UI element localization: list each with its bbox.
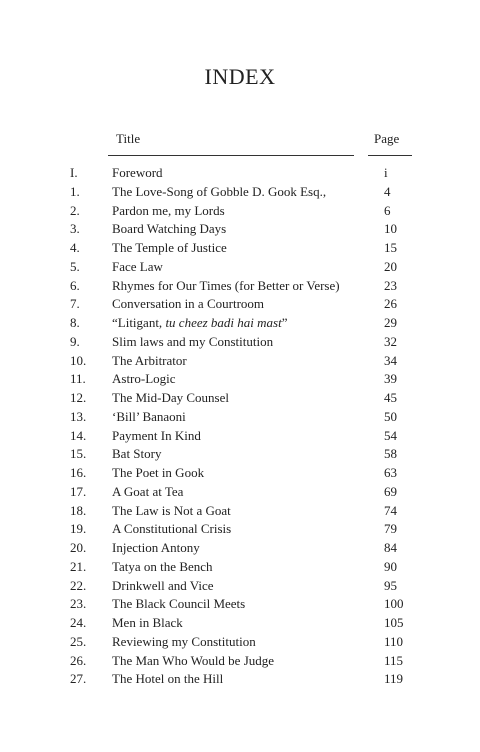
entry-title-prefix: “Litigant, xyxy=(112,315,166,330)
entry-title: Reviewing my Constitution xyxy=(112,633,256,649)
index-entry xyxy=(0,183,480,202)
index-entry xyxy=(0,539,480,558)
entry-title: Men in Black xyxy=(112,615,183,630)
entry-number: 26. xyxy=(70,652,87,668)
entry-title-suffix: ” xyxy=(281,315,288,330)
index-entry xyxy=(0,389,480,408)
entry-page: 45 xyxy=(384,390,397,405)
index-entry xyxy=(0,314,480,333)
index-entry xyxy=(0,633,480,652)
entry-page: 26 xyxy=(384,296,397,312)
index-entry xyxy=(0,352,480,371)
entry-page: 84 xyxy=(384,540,397,555)
entry-title: The Hotel on the Hill xyxy=(112,671,224,687)
index-entry xyxy=(0,595,480,614)
entry-title: Tatya on the Bench xyxy=(112,558,213,574)
entry-title: The Law is Not a Goat xyxy=(112,502,231,518)
entry-number: 12. xyxy=(70,390,87,405)
entry-number: I. xyxy=(70,165,78,180)
entry-page: 110 xyxy=(384,633,404,649)
entry-title: Payment In Kind xyxy=(112,427,201,443)
entry-title: The Black Council Meets xyxy=(112,596,246,612)
index-entry xyxy=(0,370,480,389)
entry-number: 5. xyxy=(70,258,80,274)
entry-page: 39 xyxy=(384,371,397,387)
entry-page: 23 xyxy=(384,277,397,293)
entry-title: A Goat at Tea xyxy=(112,483,184,499)
page-title: INDEX xyxy=(204,64,276,89)
index-entry xyxy=(0,614,480,633)
entry-number: 16. xyxy=(70,465,87,480)
entry-number: 14. xyxy=(70,427,87,443)
entry-page: i xyxy=(384,165,388,180)
entry-number: 7. xyxy=(70,296,80,312)
entry-number: 25. xyxy=(70,633,87,649)
entry-number: 17. xyxy=(70,483,87,499)
entry-number: 23. xyxy=(70,596,87,612)
entry-number: 21. xyxy=(70,558,87,574)
entry-number: 9. xyxy=(70,333,80,349)
entry-title: Board Watching Days xyxy=(112,221,227,237)
index-entry xyxy=(0,445,480,464)
entry-number: 3. xyxy=(70,221,80,237)
entry-number: 15. xyxy=(70,446,87,462)
entry-title: Face Law xyxy=(112,258,163,274)
entry-page: 74 xyxy=(384,502,397,518)
entry-title: The Arbitrator xyxy=(112,352,187,368)
entry-title: Bat Story xyxy=(112,446,162,462)
entry-number: 8. xyxy=(70,315,80,330)
column-header-title: Title xyxy=(116,131,141,146)
entry-page: 6 xyxy=(384,202,391,218)
entry-page: 115 xyxy=(384,652,404,668)
entry-number: 27. xyxy=(70,671,87,687)
entry-number: 18. xyxy=(70,502,87,518)
index-entry xyxy=(0,258,480,277)
index-entry xyxy=(0,220,480,239)
index-entry xyxy=(0,464,480,483)
title-column-rule xyxy=(108,155,354,156)
entry-page: 15 xyxy=(384,240,397,255)
entry-number: 19. xyxy=(70,521,87,537)
index-entry xyxy=(0,520,480,539)
entry-page: 34 xyxy=(384,352,397,368)
index-entry xyxy=(0,408,480,427)
entry-page: 100 xyxy=(384,596,404,612)
entry-page: 54 xyxy=(384,427,397,443)
entry-page: 50 xyxy=(384,408,397,424)
entry-title: The Man Who Would be Judge xyxy=(112,652,275,668)
index-entry xyxy=(0,277,480,296)
entry-title-italic: tu cheez badi hai mast xyxy=(165,315,282,330)
entry-number: 22. xyxy=(70,577,87,593)
index-entry xyxy=(0,239,480,258)
entry-number: 10. xyxy=(70,352,87,368)
index-entry xyxy=(0,164,480,183)
entry-title: A Constitutional Crisis xyxy=(112,521,232,537)
entry-page: 10 xyxy=(384,221,397,237)
entry-number: 6. xyxy=(70,277,80,293)
index-entry xyxy=(0,670,480,689)
entry-title: Conversation in a Courtroom xyxy=(112,296,265,312)
entry-title: Injection Antony xyxy=(112,540,200,555)
entry-title: Astro-Logic xyxy=(112,371,176,387)
entry-title: Pardon me, my Lords xyxy=(112,202,225,218)
entry-title: The Love-Song of Gobble D. Gook Esq., xyxy=(112,183,327,199)
entry-page: 95 xyxy=(384,577,397,593)
entry-number: 20. xyxy=(70,540,87,555)
entry-title: ‘Bill’ Banaoni xyxy=(112,408,186,424)
entry-title: Foreword xyxy=(112,165,163,180)
entry-title: Drinkwell and Vice xyxy=(112,577,214,593)
entry-page: 69 xyxy=(384,483,397,499)
index-entry xyxy=(0,652,480,671)
entry-number: 4. xyxy=(70,240,80,255)
entry-page: 119 xyxy=(384,671,404,687)
entry-page: 58 xyxy=(384,446,397,462)
entry-number: 1. xyxy=(70,183,80,199)
entry-page: 90 xyxy=(384,558,397,574)
index-entry xyxy=(0,502,480,521)
entry-page: 32 xyxy=(384,333,397,349)
entry-title: Slim laws and my Constitution xyxy=(112,333,274,349)
entry-number: 24. xyxy=(70,615,87,630)
entry-title: The Temple of Justice xyxy=(112,240,227,255)
entry-page: 79 xyxy=(384,521,397,537)
entry-title xyxy=(112,314,287,333)
entry-page: 20 xyxy=(384,258,397,274)
index-entry xyxy=(0,577,480,596)
index-entry xyxy=(0,295,480,314)
entry-page: 63 xyxy=(384,465,397,480)
entry-title: The Mid-Day Counsel xyxy=(112,390,229,405)
entry-title: The Poet in Gook xyxy=(112,465,205,480)
index-entry xyxy=(0,202,480,221)
entry-number: 11. xyxy=(70,371,86,387)
entry-number: 2. xyxy=(70,202,80,218)
index-entry xyxy=(0,333,480,352)
index-entry xyxy=(0,558,480,577)
page-column-rule xyxy=(368,155,412,156)
entry-page: 4 xyxy=(384,183,391,199)
entry-page: 105 xyxy=(384,615,404,630)
index-list xyxy=(0,164,480,689)
column-header-page: Page xyxy=(374,131,400,146)
entry-page: 29 xyxy=(384,315,397,330)
index-entry xyxy=(0,483,480,502)
entry-number: 13. xyxy=(70,408,87,424)
index-entry xyxy=(0,427,480,446)
entry-title: Rhymes for Our Times (for Better or Verse) xyxy=(112,277,340,293)
